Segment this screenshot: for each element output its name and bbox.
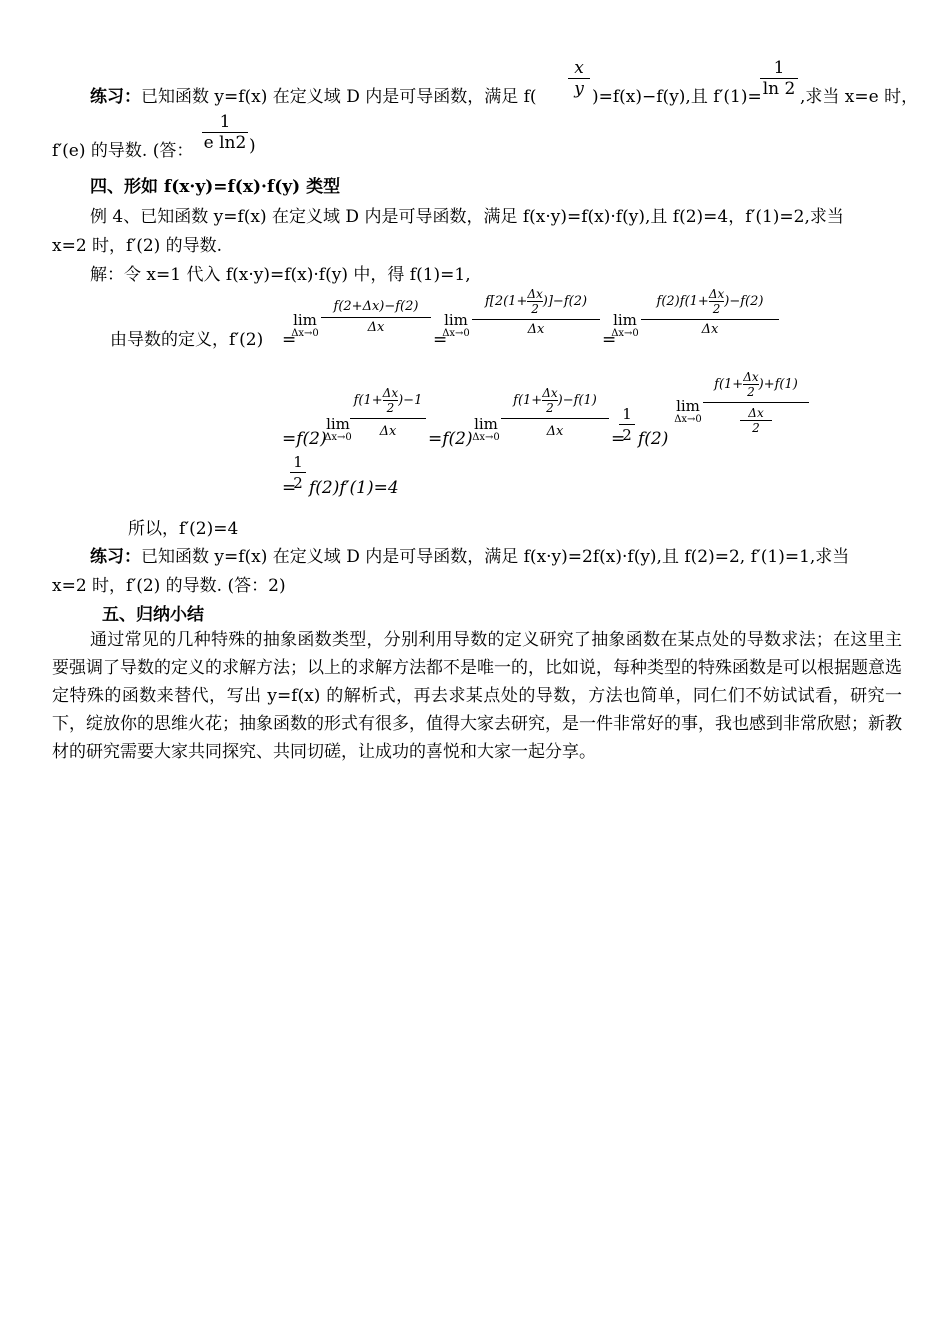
solution-line: 解：令 x=1 代入 f(x·y)=f(x)·f(y) 中，得 f(1)=1, [90,265,471,285]
equals-sign: = [602,330,617,350]
difference-quotient-3-denominator: Δx [701,322,719,337]
exercise1-line1 [90,82,537,107]
conclusion-line: 所以，f′(2)=4 [128,519,239,539]
exercise2-line1 [90,542,849,567]
difference-quotient-2-numerator: f[2(1+ $\frac{\Delta x}{2}$ )]−f(2) [472,285,600,320]
exercise1-text-c: ,求当 x=e 时， [800,87,919,107]
exercise2-line2: x=2 时，f′(2) 的导数. (答：2) [52,576,286,596]
limit-operator: lim Δx→0 [472,415,500,443]
equals-sign: = [282,478,297,498]
difference-quotient-6-numerator: f(1+ $\frac{\Delta x}{2}$ )+f(1) [703,368,809,403]
limit-operator: lim Δx→0 [442,311,470,339]
difference-quotient-4-denominator: Δx [379,424,397,439]
example4-line1: 例 4、已知函数 y=f(x) 在定义域 D 内是可导函数，满足 f(x·y)=f(x)·f(y),且 f(2)=4，f′(1)=2,求当 [90,207,844,227]
difference-quotient-3-numerator: f(2)f(1+ $\frac{\Delta x}{2}$ )−f(2) [641,285,779,320]
derivative-label: 由导数的定义，f′(2) [110,330,264,350]
exercise1-text-b: )=f(x)−f(y),且 f′(1)= [592,87,762,107]
exercise1-line2-a: f′(e) 的导数. (答： [52,141,194,161]
difference-quotient-1: $\frac{f(2+\Delta x)-f(2)}{\Delta x}$ [321,297,431,338]
final-expression: f(2)f′(1)=4 [309,478,399,498]
equals-f2: =f(2) [428,429,473,449]
difference-quotient-5-denominator: Δx [546,424,564,439]
exercise2-label: 练习： [90,547,141,567]
one-half-fraction: $\frac{1}{2}$ [619,404,635,445]
limit-operator: lim Δx→0 [291,311,319,339]
difference-quotient-6-denominator: Δx 2 [740,406,772,435]
difference-quotient-5-numerator: f(1+ $\frac{\Delta x}{2}$ )−f(1) [501,384,609,419]
example4-line2: x=2 时，f′(2) 的导数. [52,236,223,256]
one-half-fraction: $\frac{1}{2}$ [290,452,306,493]
limit-operator: lim Δx→0 [611,311,639,339]
equals-sign: = [611,429,626,449]
section4-heading: 四、形如 f(x·y)=f(x)·f(y) 类型 [90,177,341,197]
exercise1-line2-b: ) [249,136,256,156]
limit-operator: lim Δx→0 [324,415,352,443]
exercise2-text: 已知函数 y=f(x) 在定义域 D 内是可导函数，满足 f(x·y)=2f(x)·f(y),且 f(2)=2, f′(1)=1,求当 [141,547,850,567]
section5-heading: 五、归纳小结 [102,605,204,625]
exercise1-fraction-x-over-y: $\frac{x}{y}$ [568,58,590,99]
exercise1-text-a: 已知函数 y=f(x) 在定义域 D 内是可导函数，满足 f( [141,87,537,107]
limit-operator: lim Δx→0 [674,397,702,425]
exercise1-answer-fraction: $\frac{1}{\text{e ln2}}$ [203,112,247,153]
f2-factor: f(2) [638,429,669,449]
equals-sign: = [433,330,448,350]
difference-quotient-4-numerator: f(1+ $\frac{\Delta x}{2}$ )−1 [350,384,426,419]
exercise1-label: 练习： [90,87,141,107]
exercise1-fraction-ln2: $\frac{1}{\ln 2}$ [760,58,798,99]
equals-sign: = [282,330,297,350]
difference-quotient-2-denominator: Δx [527,322,545,337]
summary-paragraph: 通过常见的几种特殊的抽象函数类型，分别利用导数的定义研究了抽象函数在某点处的导数求法；在这里主要强调了导数的定义的求解方法；以上的求解方法都不是唯一的，比如说，每种类型的特殊函数是可以根据题意选定特殊的函数来替代，写出 y=f(x) 的解析式，再去求某点处的导数，方法也简单，同仁们不妨试试看，研究一下，绽放你的思维火花；抽象函数的形式有很多，值得大家去研究，是一件非常好的事，我也感到非常欣慰；新教材的研究需要大家共同探究、共同切磋，让成功的喜悦和大家一起分享。 [52,630,902,762]
equals-f2: =f(2) [282,429,327,449]
